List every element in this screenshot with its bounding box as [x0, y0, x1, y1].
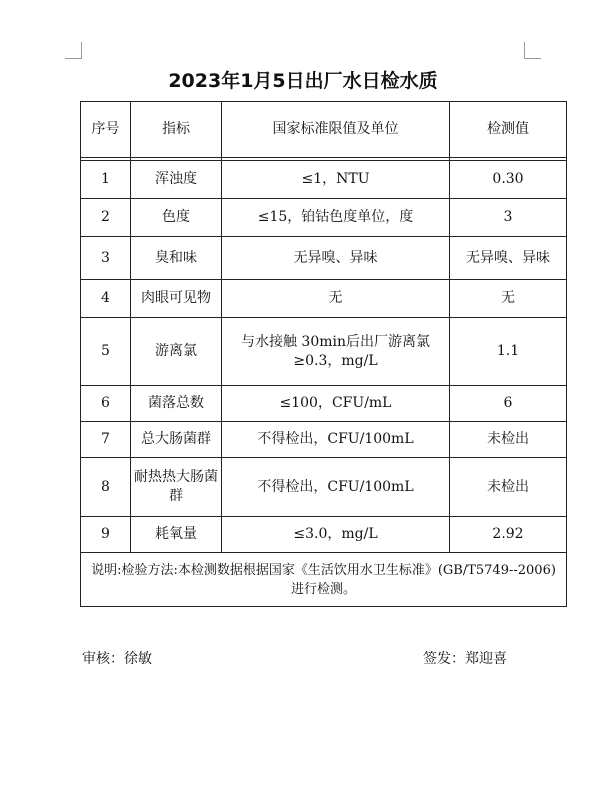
table-row	[81, 422, 567, 458]
row-no: 7	[81, 422, 131, 458]
row-no: 3	[81, 237, 131, 280]
row-item: 耗氧量	[131, 517, 222, 553]
table-row	[81, 199, 567, 237]
row-value: 3	[450, 199, 567, 237]
row-limit: ≤3.0，mg/L	[222, 517, 450, 553]
document-title: 2023年1月5日出厂水日检水质	[168, 70, 438, 92]
test-method-note: 说明:检验方法:本检测数据根据国家《生活饮用水卫生标准》(GB/T5749--2006) 进行检测。	[81, 553, 567, 607]
row-item: 臭和味	[131, 237, 222, 280]
row-item: 菌落总数	[131, 386, 222, 422]
row-item: 游离氯	[131, 318, 222, 386]
row-value: 0.30	[450, 161, 567, 199]
row-limit: 不得检出，CFU/100mL	[222, 422, 450, 458]
table-row	[81, 161, 567, 199]
row-no: 6	[81, 386, 131, 422]
row-item: 肉眼可见物	[131, 280, 222, 318]
header-cell-no: 序号	[81, 102, 131, 158]
table-header-row	[81, 102, 567, 158]
row-limit: 无	[222, 280, 450, 318]
header-cell-limit: 国家标准限值及单位	[222, 102, 450, 158]
row-value: 未检出	[450, 458, 567, 517]
row-value: 无	[450, 280, 567, 318]
row-value: 未检出	[450, 422, 567, 458]
row-limit: ≤100，CFU/mL	[222, 386, 450, 422]
table-row	[81, 318, 567, 386]
row-item: 耐热热大肠菌群	[131, 458, 222, 517]
table-row	[81, 386, 567, 422]
row-value: 1.1	[450, 318, 567, 386]
table-note-row	[81, 553, 567, 607]
row-limit: 无异嗅、异味	[222, 237, 450, 280]
row-value: 2.92	[450, 517, 567, 553]
page-corner-mark-left	[65, 42, 82, 59]
row-limit: ≤1，NTU	[222, 161, 450, 199]
row-limit: 与水接触 30min后出厂游离氯≥0.3，mg/L	[222, 318, 450, 386]
issuer-signature: 签发：郑迎喜	[423, 651, 507, 667]
row-limit: 不得检出，CFU/100mL	[222, 458, 450, 517]
row-item: 总大肠菌群	[131, 422, 222, 458]
row-no: 4	[81, 280, 131, 318]
table-row	[81, 280, 567, 318]
water-quality-table	[80, 101, 567, 607]
row-no: 1	[81, 161, 131, 199]
row-value: 6	[450, 386, 567, 422]
row-no: 9	[81, 517, 131, 553]
page-corner-mark-right	[524, 42, 541, 59]
row-value: 无异嗅、异味	[450, 237, 567, 280]
table-row	[81, 517, 567, 553]
row-no: 5	[81, 318, 131, 386]
row-no: 8	[81, 458, 131, 517]
table-row	[81, 237, 567, 280]
table-row	[81, 458, 567, 517]
row-item: 浑浊度	[131, 161, 222, 199]
row-item: 色度	[131, 199, 222, 237]
header-cell-value: 检测值	[450, 102, 567, 158]
row-limit: ≤15，铂钴色度单位，度	[222, 199, 450, 237]
header-cell-item: 指标	[131, 102, 222, 158]
row-no: 2	[81, 199, 131, 237]
reviewer-signature: 审核：徐敏	[82, 651, 152, 667]
